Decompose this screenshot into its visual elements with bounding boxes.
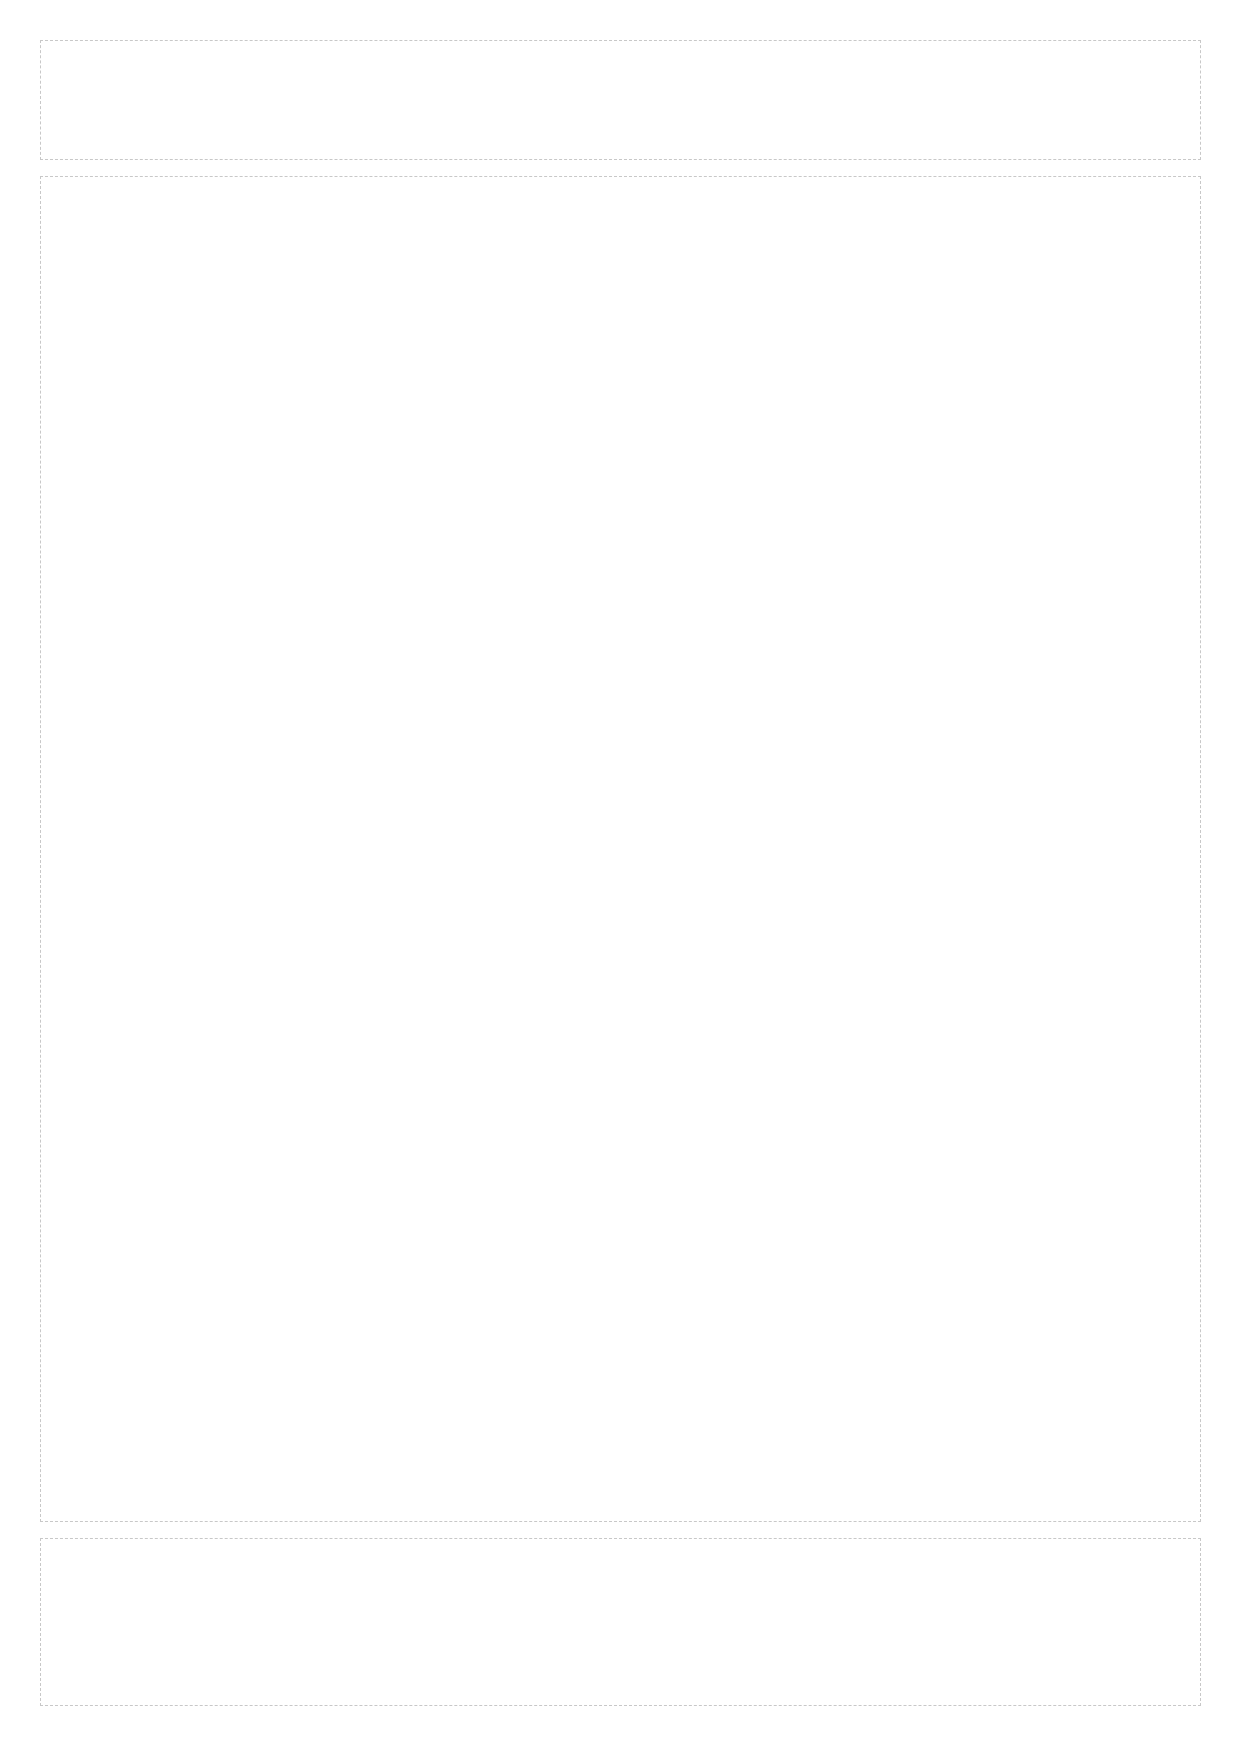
- footer-region: [40, 1538, 1201, 1706]
- header-title: [53, 53, 1188, 72]
- footer-text: [53, 1551, 1188, 1570]
- header-subtitle: [53, 80, 1188, 99]
- main-body: [53, 216, 1188, 235]
- main-region: [40, 176, 1201, 1522]
- header-region: [40, 40, 1201, 160]
- main-heading: [53, 189, 1188, 208]
